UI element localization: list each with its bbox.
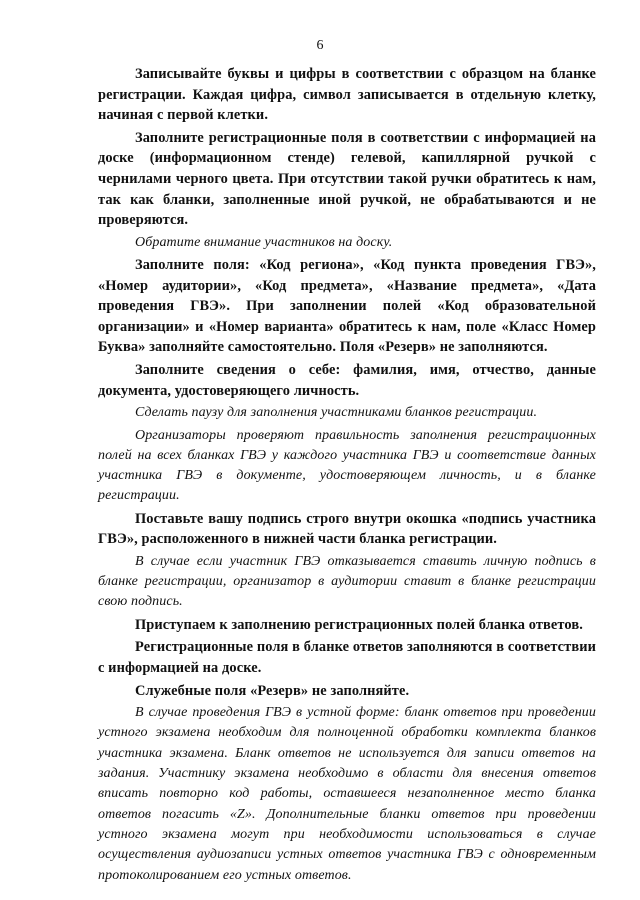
paragraph-reserve-fields: Служебные поля «Резерв» не заполняйте. [135,682,410,699]
paragraph-answer-form-fields: Регистрационные поля в бланке ответов заполняются в соответствии с информацией на доске. [98,639,596,676]
paragraph-refusal-signature-note: В случае если участник ГВЭ отказывается ставить личную подпись в бланке регистрации, организатор в аудитории ставит в бланке регистрации свою подпись. [98,553,596,610]
paragraph-organizers-check-note: Организаторы проверяют правильность заполнения регистрационных полей на всех бланках ГВЭ у каждого участника ГВЭ и соответствие данных участника ГВЭ в документе, удостоверяющем личность, и в бланке регистрации. [98,427,596,504]
paragraph-letters-digits-instruction: Записывайте буквы и цифры в соответствии с образцом на бланке регистрации. Каждая цифра, символ записывается в отдельную клетку, начиная с первой клетки. [98,66,596,124]
paragraph-registration-fields-pen: Заполните регистрационные поля в соответствии с информацией на доске (информационном стенде) гелевой, капиллярной ручкой с чернилами черного цвета. При отсутствии такой ручки обратитесь к нам, так как бланки, заполненные иной ручкой, не обрабатываются и не проверяются. [98,129,596,229]
paragraph-fill-fields: Заполните поля: «Код региона», «Код пункта проведения ГВЭ», «Номер аудитории», «Код предмета», «Название предмета», «Дата проведения ГВЭ». При заполнении полей «Код образовательной организации» и «Номер варианта» обратитесь к нам, поле «Класс Номер Буква» заполняйте самостоятельно. Поля «Резерв» не заполняются. [98,257,596,356]
paragraph-pause-note: Сделать паузу для заполнения участниками бланков регистрации. [135,405,538,421]
page-number: 6 [316,38,324,53]
paragraph-signature: Поставьте вашу подпись строго внутри окошка «подпись участника ГВЭ», расположенного в нижней части бланка регистрации. [98,510,596,548]
paragraph-attention-board-note: Обратите внимание участников на доску. [135,234,393,250]
paragraph-personal-info: Заполните сведения о себе: фамилия, имя, отчество, данные документа, удостоверяющего личность. [98,362,596,399]
paragraph-answer-form-start: Приступаем к заполнению регистрационных полей бланка ответов. [135,616,583,633]
paragraph-oral-exam-note: В случае проведения ГВЭ в устной форме: бланк ответов при проведении устного экзамена необходим для полноценной обработки комплекта бланков участника экзамена. Бланк ответов не используется для записи ответов на задания. Участнику экзамена необходимо в области для внесения ответов вписать повторно код работы, оставшееся незаполненное место бланка ответов погасить «Z». Дополнительные бланки ответов при проведении устного экзамена могут при необходимости использоваться в случае осуществления аудиозаписи устных ответов участника ГВЭ с одновременным протоколированием его устных ответов. [98,705,596,883]
document-body [98,64,596,888]
